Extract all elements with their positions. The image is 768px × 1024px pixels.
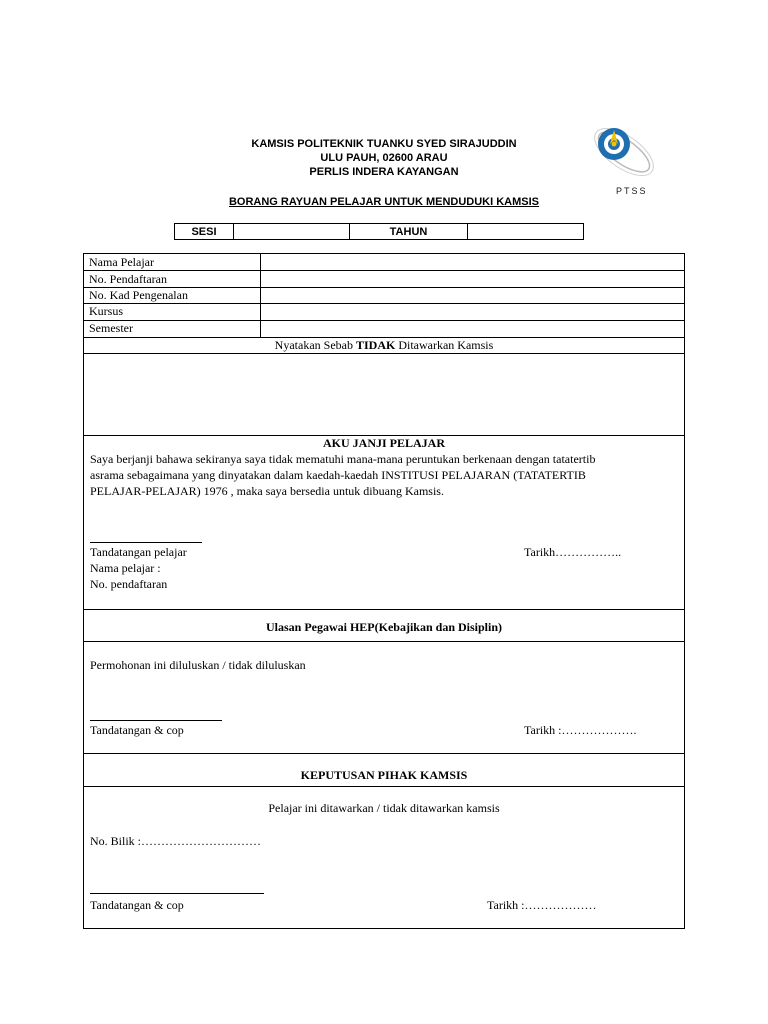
application-form [83,253,685,929]
no-pendaftaran-label: No. Pendaftaran [89,272,167,286]
student-name-label: Nama pelajar : [90,561,161,575]
student-date-label: Tarikh…………….. [524,545,622,559]
kamsis-decision-text: Pelajar ini ditawarkan / tidak ditawarkan kamsis [268,801,500,815]
hep-decision-text: Permohonan ini diluluskan / tidak diluluskan [90,658,306,672]
hep-signature-line[interactable] [90,720,222,721]
field-row-kursus [84,304,684,321]
hep-date-label: Tarikh :………………. [524,723,637,737]
student-reg-label: No. pendaftaran [90,577,168,591]
institution-address: ULU PAUH, 02600 ARAU [320,152,448,164]
kamsis-signature-label: Tandatangan & cop [90,898,184,912]
hep-heading-row [84,610,684,642]
kamsis-heading: KEPUTUSAN PIHAK KAMSIS [300,768,468,782]
sesi-label: SESI [175,224,234,240]
student-signature-line[interactable] [90,542,202,543]
reason-heading: Nyatakan Sebab TIDAK Ditawarkan Kamsis [274,338,494,352]
field-row-pendaftaran [84,271,684,288]
kursus-label: Kursus [89,304,124,318]
hep-review-section [84,642,684,754]
kamsis-signature-line[interactable] [90,893,264,894]
pledge-text-line1: Saya berjanji bahawa sekiranya saya tidak mematuhi mana-mana peruntukan berkenaan dengan tatatertib [90,452,596,466]
session-table [174,223,584,240]
logo-text: PTSS [616,186,648,196]
pledge-text-line3: PELAJAR-PELAJAR) 1976 , maka saya bersedia untuk dibuang Kamsis. [90,484,444,498]
field-row-kad [84,288,684,304]
field-row-nama [84,254,684,271]
pledge-section [84,436,684,610]
tahun-field[interactable] [468,224,584,240]
semester-label: Semester [89,321,133,335]
no-kad-pengenalan-label: No. Kad Pengenalan [89,288,188,302]
sesi-field[interactable] [234,224,350,240]
kamsis-decision-section [84,787,684,928]
nama-pelajar-label: Nama Pelajar [89,255,154,269]
kamsis-heading-row [84,754,684,787]
kamsis-date-label: Tarikh :……………… [487,898,597,912]
institution-name: KAMSIS POLITEKNIK TUANKU SYED SIRAJUDDIN [251,138,517,150]
form-title: BORANG RAYUAN PELAJAR UNTUK MENDUDUKI KAMSIS [228,196,540,208]
pledge-text-line2: asrama sebagaimana yang dinyatakan dalam kaedah-kaedah INSTITUSI PELAJARAN (TATATERTIB [90,468,586,482]
field-row-semester [84,321,684,338]
student-signature-label: Tandatangan pelajar [90,545,187,559]
reason-textarea[interactable] [84,354,684,436]
room-number-label[interactable]: No. Bilik :………………………… [90,834,262,848]
institution-state: PERLIS INDERA KAYANGAN [309,166,459,178]
pledge-heading: AKU JANJI PELAJAR [322,436,445,450]
hep-signature-label: Tandatangan & cop [90,723,184,737]
tahun-label: TAHUN [350,224,468,240]
reason-header-row [84,338,684,354]
hep-heading: Ulasan Pegawai HEP(Kebajikan dan Disiplin) [265,620,503,634]
